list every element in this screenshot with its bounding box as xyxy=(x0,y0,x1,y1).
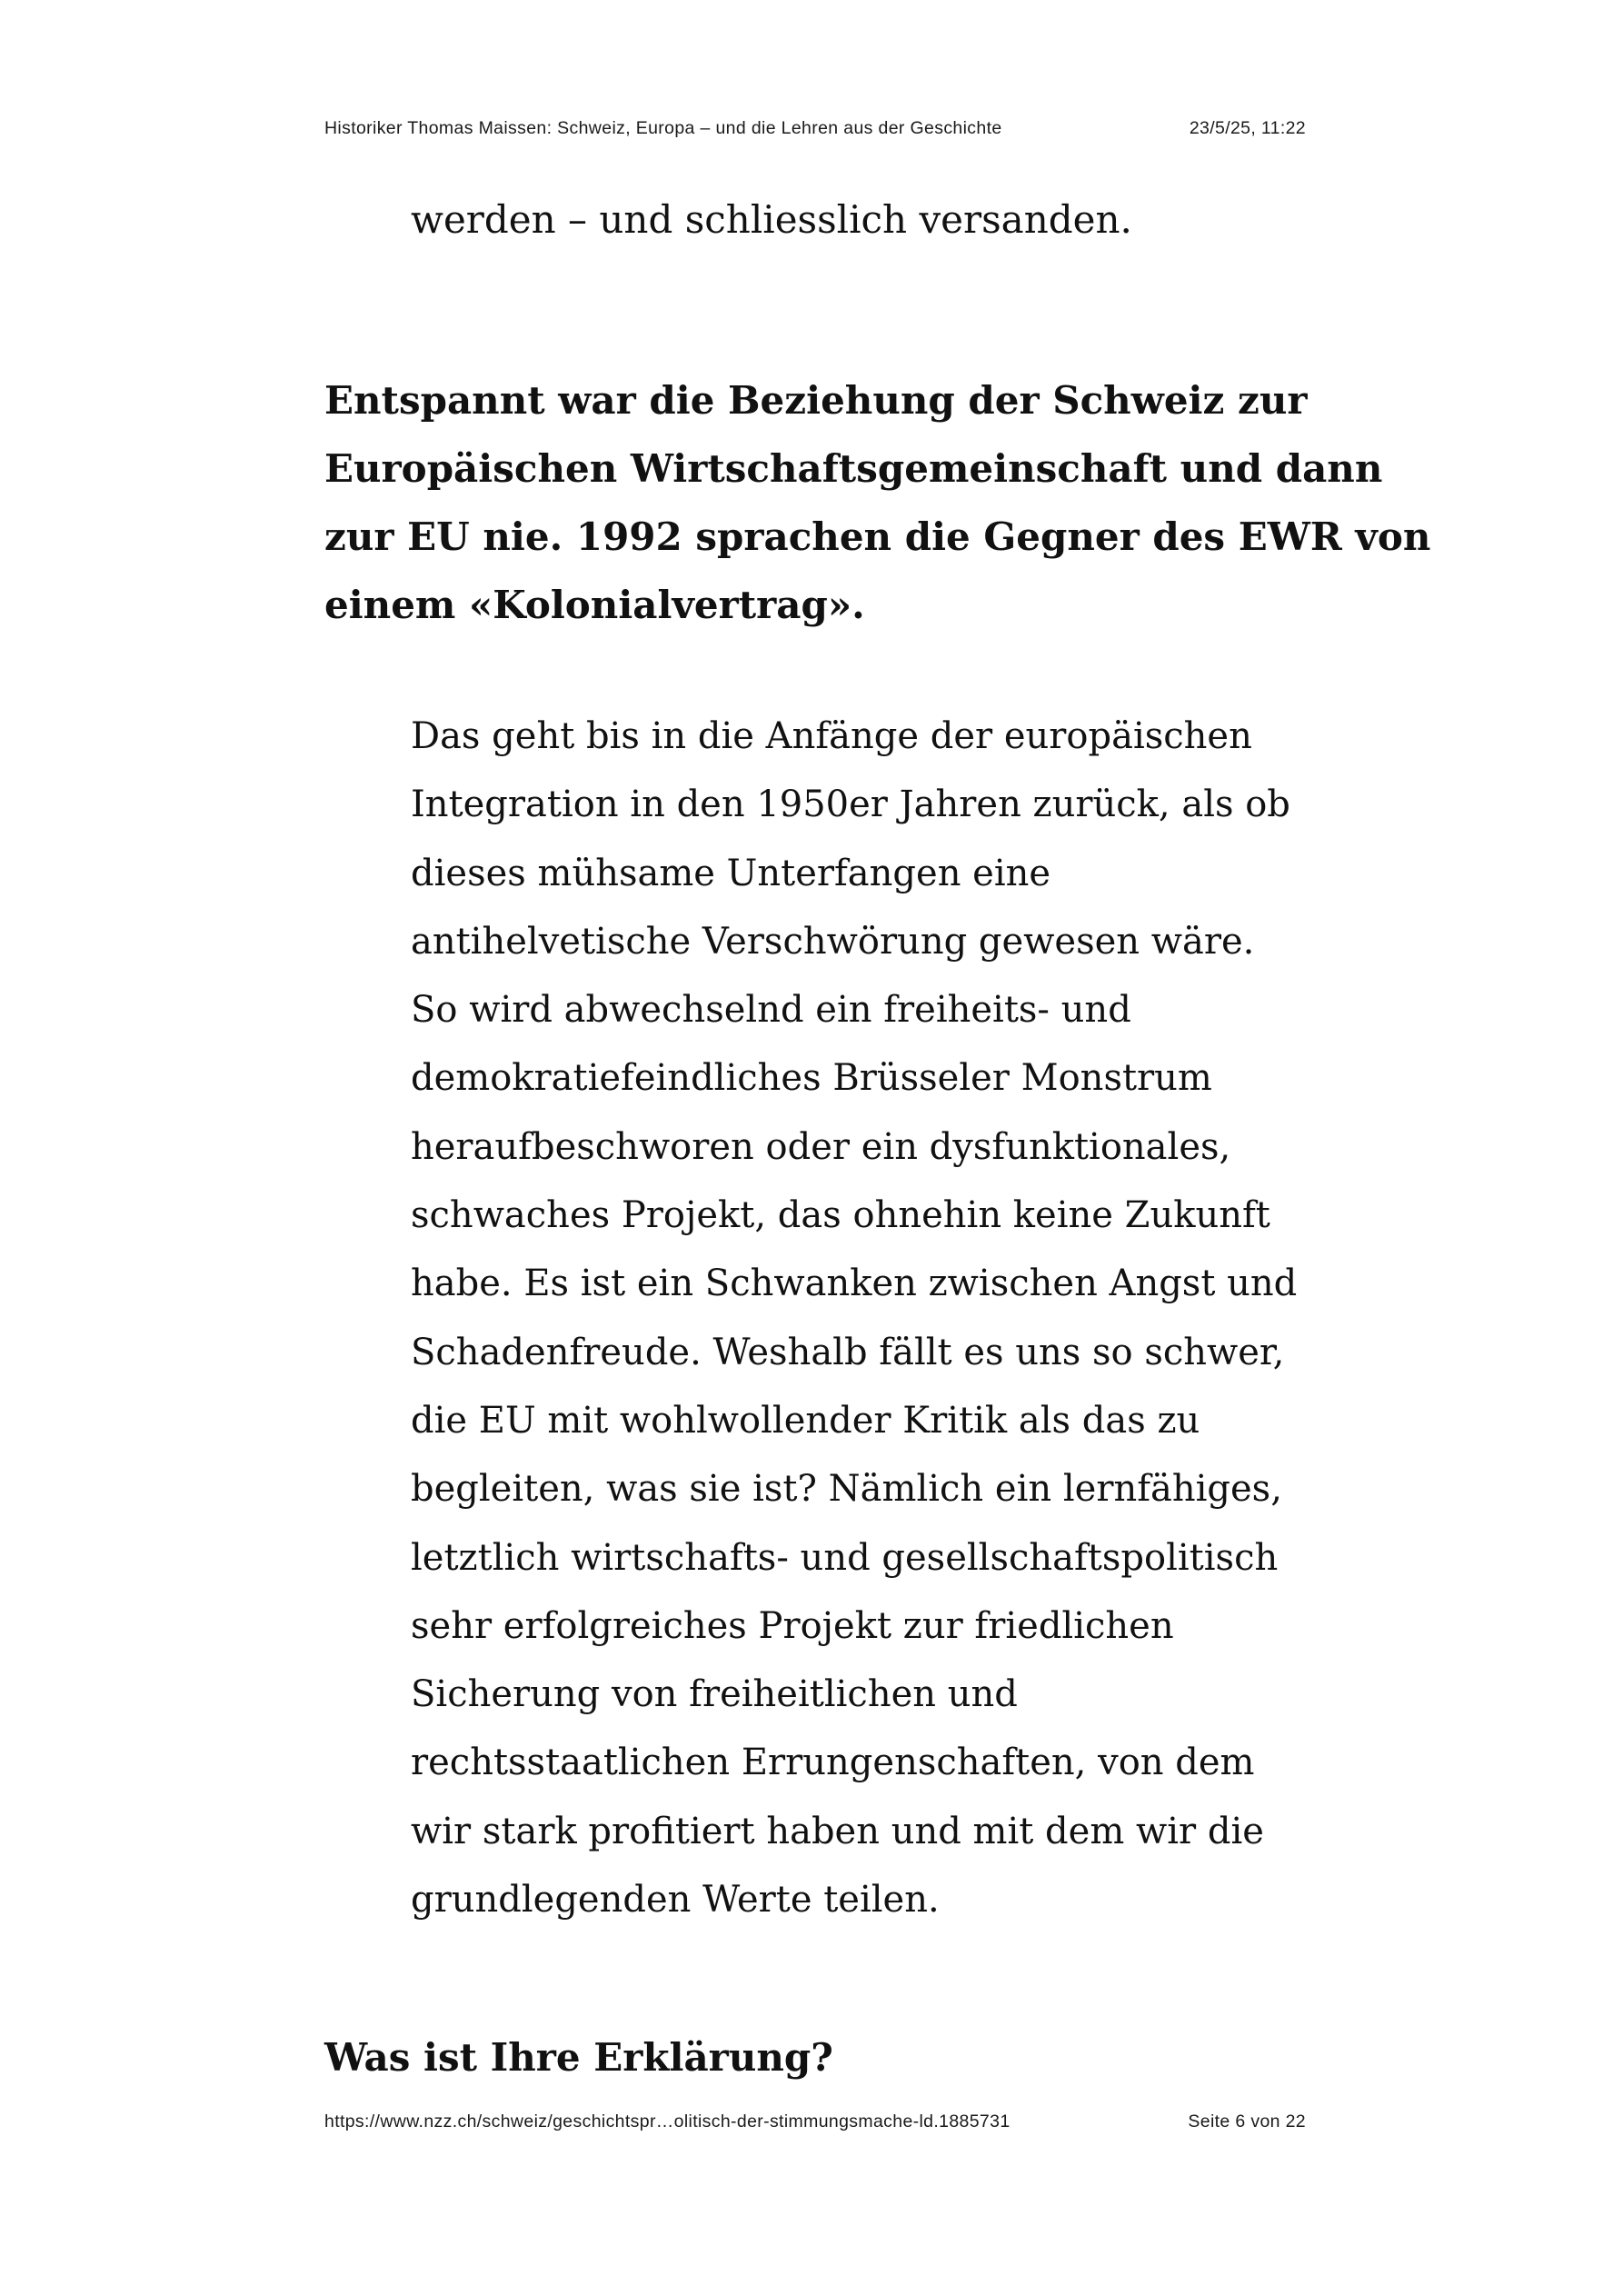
question-line: Entspannt war die Beziehung der Schweiz zur xyxy=(324,378,1308,423)
answer-line: antihelvetische Verschwörung gewesen wäre. xyxy=(411,920,1255,963)
answer-line: letztlich wirtschafts- und gesellschaftspolitisch xyxy=(411,1536,1279,1579)
answer-line: grundlegenden Werte teilen. xyxy=(411,1879,940,1922)
answer-line: Sicherung von freiheitlichen und xyxy=(411,1673,1018,1716)
answer-line: wir stark profitiert haben und mit dem wir die xyxy=(411,1810,1264,1852)
answer-continuation: werden – und schliesslich versanden. xyxy=(411,197,1132,242)
interview-answer xyxy=(411,703,1319,1934)
answer-line: heraufbeschworen oder ein dysfunktionales, xyxy=(411,1125,1231,1168)
page-number: Seite 6 von 22 xyxy=(1188,2111,1306,2131)
interview-question xyxy=(324,366,1431,639)
answer-line: rechtsstaatlichen Errungenschaften, von dem xyxy=(411,1742,1255,1784)
print-datetime: 23/5/25, 11:22 xyxy=(1189,118,1306,138)
answer-line: Das geht bis in die Anfänge der europäischen xyxy=(411,715,1252,757)
question-line: Europäischen Wirtschaftsgemeinschaft und dann xyxy=(324,446,1383,491)
question-line: einem «Kolonialvertrag». xyxy=(324,583,865,627)
question-line: zur EU nie. 1992 sprachen die Gegner des EWR von xyxy=(324,514,1431,559)
source-url[interactable]: https://www.nzz.ch/schweiz/geschichtspr…olitisch-der-stimmungsmache-ld.1885731 xyxy=(324,2111,1011,2131)
answer-line: Integration in den 1950er Jahren zurück, als ob xyxy=(411,784,1290,826)
next-interview-question: Was ist Ihre Erklärung? xyxy=(324,2035,833,2080)
answer-line: demokratiefeindliches Brüsseler Monstrum xyxy=(411,1057,1212,1100)
answer-line: begleiten, was sie ist? Nämlich ein lernfähiges, xyxy=(411,1468,1282,1511)
answer-line: Schadenfreude. Weshalb fällt es uns so schwer, xyxy=(411,1331,1285,1373)
answer-line: schwaches Projekt, das ohnehin keine Zukunft xyxy=(411,1194,1270,1237)
answer-line: dieses mühsame Unterfangen eine xyxy=(411,852,1051,894)
answer-line: sehr erfolgreiches Projekt zur friedlichen xyxy=(411,1604,1174,1647)
answer-line: habe. Es ist ein Schwanken zwischen Angst und xyxy=(411,1263,1298,1305)
document-title: Historiker Thomas Maissen: Schweiz, Europa – und die Lehren aus der Geschichte xyxy=(324,118,1002,138)
answer-line: die EU mit wohlwollender Kritik als das zu xyxy=(411,1399,1200,1442)
answer-line: So wird abwechselnd ein freiheits- und xyxy=(411,989,1131,1032)
